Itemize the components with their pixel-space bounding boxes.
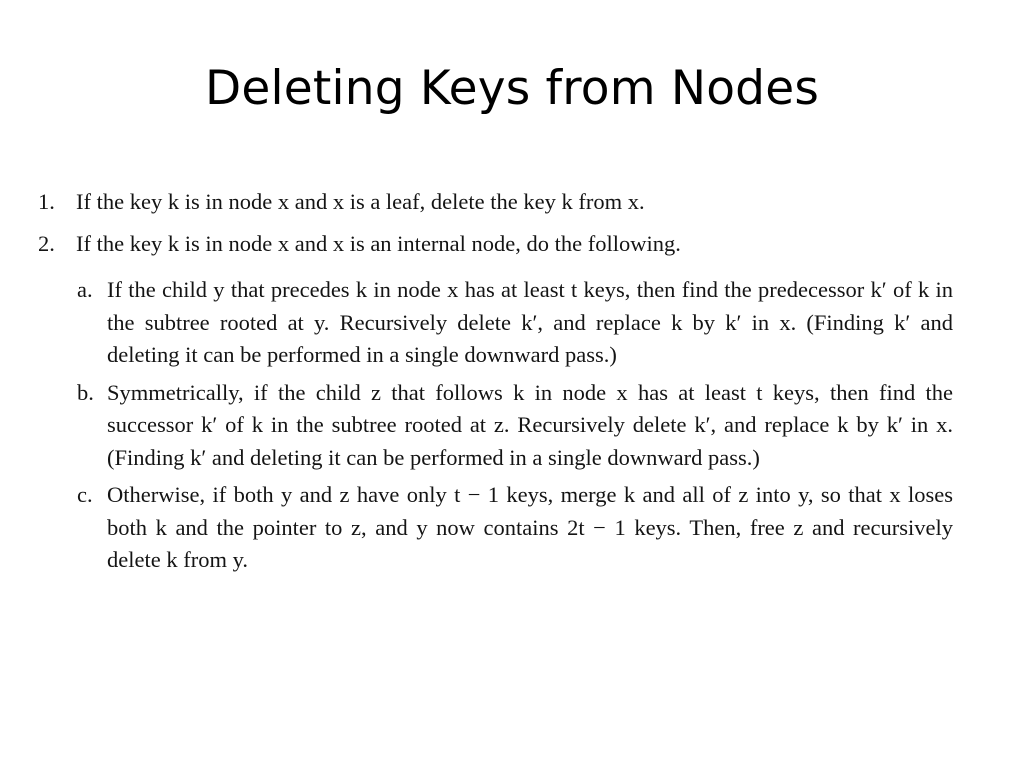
rule-text: If the key k is in node x and x is an internal node, do the following. bbox=[76, 230, 681, 256]
case-letter: c. bbox=[77, 482, 93, 507]
case-text: Otherwise, if both y and z have only t − 1 keys, merge k and all of z into y, so that x loses both k and the pointer to z, and y now contains 2t − 1 keys. Then, free z and recursively delete k from y. bbox=[107, 482, 953, 572]
case-a bbox=[77, 274, 953, 372]
case-c bbox=[77, 479, 953, 577]
case-text: Symmetrically, if the child z that follows k in node x has at least t keys, then find the successor k′ of k in the subtree rooted at z. Recursively delete k′, and replace k by k′ in x. (Finding k′ and deleting it can be performed in a single downward pass.) bbox=[107, 379, 953, 470]
rule-text: If the key k is in node x and x is a leaf, delete the key k from x. bbox=[76, 189, 645, 214]
rule-number: 2. bbox=[38, 230, 55, 256]
rule-2 bbox=[38, 228, 953, 261]
slide-title: Deleting Keys from Nodes bbox=[204, 61, 820, 116]
case-letter: a. bbox=[77, 277, 93, 302]
rule-number: 1. bbox=[38, 189, 55, 214]
deletion-rules bbox=[38, 186, 953, 577]
case-text: If the child y that precedes k in node x has at least t keys, then find the predecessor k′ of k in the subtree rooted at y. Recursively delete k′, and replace k by k′ in x. (Finding k′ and deleting it can be performed in a single downward pass.) bbox=[107, 277, 953, 367]
case-letter: b. bbox=[77, 379, 94, 405]
rule-2-cases bbox=[77, 274, 953, 577]
case-b bbox=[77, 377, 953, 475]
rule-1 bbox=[38, 186, 953, 219]
